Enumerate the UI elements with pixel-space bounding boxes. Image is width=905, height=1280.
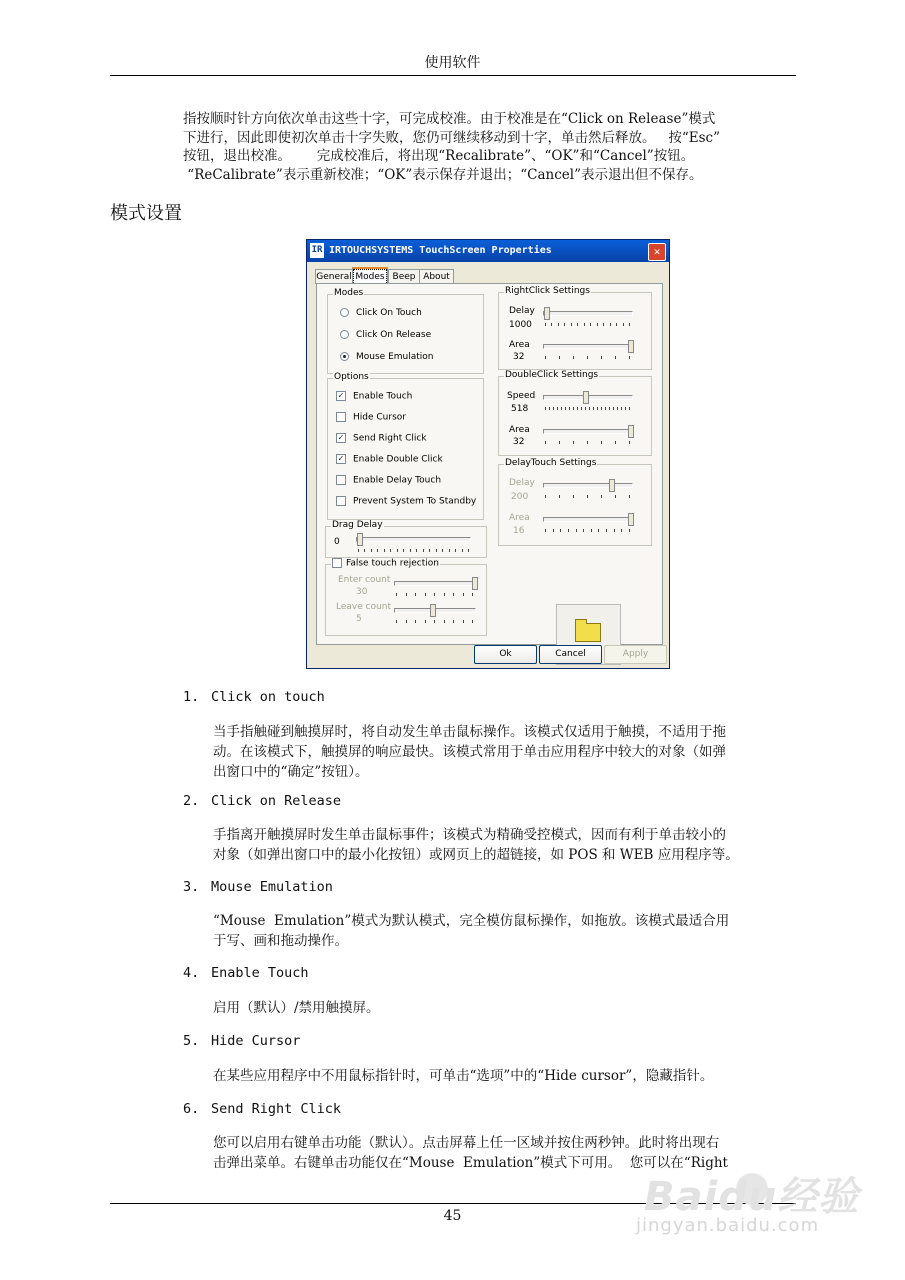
options-group: [327, 372, 484, 520]
dt-area-slider[interactable]: [543, 515, 633, 529]
item-title-text: Click on touch: [211, 689, 325, 705]
tab-general[interactable]: [315, 269, 353, 284]
item-body: [213, 998, 798, 1018]
body-line: 于写、画和拖动操作。: [213, 933, 348, 949]
false-touch-label: False touch rejection: [346, 558, 439, 569]
page-header: 使用软件: [424, 55, 481, 71]
cancel-button[interactable]: Cancel: [539, 645, 602, 664]
radio-mouse-emulation[interactable]: [340, 352, 433, 362]
slider-thumb[interactable]: [583, 391, 589, 404]
item-title: [183, 1033, 300, 1049]
ir-app-icon: IR: [310, 243, 324, 258]
false-touch-group: [325, 558, 487, 636]
intro-paragraph: [183, 110, 798, 184]
item-number: 4.: [183, 965, 200, 981]
dc-speed-slider[interactable]: [543, 393, 633, 407]
slider-thumb[interactable]: [472, 577, 478, 590]
drag-delay-label: Drag Delay: [332, 520, 383, 530]
close-icon[interactable]: ✕: [648, 243, 666, 261]
watermark-url: jingyan.baidu.com: [636, 1215, 820, 1236]
checkmark-icon: ✓: [337, 391, 345, 400]
slider-ticks: [545, 323, 629, 326]
body-line: 击弹出菜单。右键单击功能仅在“Mouse Emulation”模式下可用。 您可以在“Right: [213, 1155, 728, 1171]
tab-label: About: [423, 272, 450, 282]
checkbox-prevent-standby[interactable]: [336, 496, 476, 507]
baidu-watermark: [616, 1165, 866, 1265]
checkbox-hide-cursor[interactable]: [336, 412, 406, 423]
checkbox-enable-delay-touch[interactable]: [336, 475, 441, 486]
dt-area-value: 16: [513, 526, 525, 536]
intro-line: 指按顺时针方向依次单击这些十字，可完成校准。由于校准是在“Click on Release”模式: [183, 111, 716, 127]
body-line: 动。在该模式下，触摸屏的响应最快。该模式常用于单击应用程序中较大的对象（如弹: [213, 744, 726, 760]
item-title-text: Click on Release: [211, 793, 342, 809]
tab-label: General: [316, 272, 352, 282]
header-rule: [110, 75, 796, 76]
slider-thumb[interactable]: [609, 479, 615, 492]
dc-speed-value: 518: [511, 404, 529, 414]
item-title-text: Enable Touch: [211, 965, 309, 981]
radio-click-on-touch[interactable]: [340, 308, 422, 318]
body-line: 您可以启用右键单击功能（默认）。点击屏幕上任一区域并按住两秒钟。此时将出现右: [213, 1135, 720, 1151]
rc-delay-label: Delay: [509, 306, 535, 316]
folder-icon: [575, 623, 601, 642]
body-line: 在某些应用程序中不用鼠标指针时，可单击“选项”中的“Hide cursor”，隐藏指针。: [213, 1068, 714, 1084]
slider-ticks: [396, 593, 472, 596]
tab-about[interactable]: [419, 269, 454, 284]
radio-selected-icon: [340, 352, 349, 361]
item-title-text: Mouse Emulation: [211, 879, 333, 895]
dt-delay-value: 200: [511, 492, 529, 502]
item-body: [213, 825, 798, 865]
checkbox-label: Send Right Click: [353, 433, 427, 444]
touchscreen-properties-dialog: [306, 239, 670, 669]
checkbox-icon: [336, 412, 346, 422]
radio-icon: [340, 308, 349, 317]
rc-delay-slider[interactable]: [543, 309, 633, 323]
doubleclick-settings-group: [498, 370, 652, 456]
slider-thumb[interactable]: [430, 604, 436, 617]
checkbox-label: Hide Cursor: [353, 412, 406, 423]
tab-beep[interactable]: [388, 269, 420, 284]
slider-ticks: [545, 407, 629, 410]
item-title: [183, 879, 333, 895]
slider-ticks: [396, 620, 472, 623]
title-bar: [307, 240, 669, 262]
slider-thumb[interactable]: [628, 340, 634, 353]
body-line: 对象（如弹出窗口中的最小化按钮）或网页上的超链接，如 POS 和 WEB 应用程序等。: [213, 847, 739, 863]
body-line: 出窗口中的“确定”按钮）。: [213, 764, 369, 780]
slider-ticks: [358, 549, 468, 552]
enter-count-value: 30: [356, 587, 368, 597]
item-body: [213, 911, 798, 951]
rightclick-settings-group: [498, 286, 652, 370]
checkbox-label: Enable Touch: [353, 391, 413, 402]
dt-area-label: Area: [509, 513, 530, 523]
slider-ticks: [545, 529, 629, 532]
modes-group: [327, 288, 484, 374]
body-line: 手指离开触摸屏时发生单击鼠标事件；该模式为精确受控模式，因而有利于单击较小的: [213, 827, 726, 843]
checkbox-enable-double-click[interactable]: [336, 454, 443, 465]
checkmark-icon: ✓: [337, 433, 345, 442]
checkbox-icon: [332, 558, 342, 568]
delaytouch-settings-group: [498, 458, 652, 546]
checkmark-icon: ✓: [337, 454, 345, 463]
body-line: 启用（默认）/禁用触摸屏。: [213, 1000, 380, 1016]
rc-area-slider[interactable]: [543, 342, 633, 356]
leave-count-slider[interactable]: [394, 606, 476, 620]
item-title: [183, 689, 325, 705]
radio-icon: [340, 330, 349, 339]
checkbox-enable-touch[interactable]: [336, 391, 412, 402]
item-title-text: Send Right Click: [211, 1101, 342, 1117]
leave-count-value: 5: [356, 614, 362, 624]
leave-count-label: Leave count: [336, 602, 392, 612]
dt-delay-label: Delay: [509, 478, 535, 488]
radio-click-on-release[interactable]: [340, 330, 431, 340]
drag-delay-slider[interactable]: [356, 535, 471, 549]
watermark-brand: Baidu经验: [644, 1174, 860, 1220]
checkbox-label: Prevent System To Standby: [353, 496, 477, 507]
dc-area-label: Area: [509, 425, 530, 435]
doubleclick-settings-label: DoubleClick Settings: [505, 370, 599, 380]
checkbox-icon: [336, 475, 346, 485]
radio-label: Mouse Emulation: [356, 352, 434, 362]
item-number: 6.: [183, 1101, 200, 1117]
dt-delay-slider[interactable]: [543, 481, 633, 495]
slider-ticks: [545, 495, 629, 498]
enter-count-label: Enter count: [338, 575, 391, 585]
item-number: 2.: [183, 793, 200, 809]
slider-thumb[interactable]: [628, 425, 634, 438]
rc-area-label: Area: [509, 340, 530, 350]
item-title: [183, 965, 309, 981]
checkbox-label: Enable Double Click: [353, 454, 443, 465]
dc-area-slider[interactable]: [543, 427, 633, 441]
drag-delay-value: 0: [334, 537, 340, 547]
intro-line: 下进行，因此即使初次单击十字失败，您仍可继续移动到十字，单击然后释放。 按“Esc”: [183, 129, 721, 146]
body-line: “Mouse Emulation”模式为默认模式，完全模仿鼠标操作，如拖放。该模式最适合用: [213, 913, 730, 929]
checkbox-label: Enable Delay Touch: [353, 475, 442, 486]
slider-thumb[interactable]: [544, 307, 550, 320]
tab-label: Modes: [353, 269, 386, 285]
delaytouch-settings-label: DelayTouch Settings: [505, 458, 597, 468]
intro-line: “ReCalibrate”表示重新校准；“OK”表示保存并退出；“Cancel”表示退出但不保存。: [183, 166, 703, 183]
slider-ticks: [545, 441, 629, 444]
item-number: 5.: [183, 1033, 200, 1049]
page-number: 45: [443, 1208, 462, 1224]
slider-thumb[interactable]: [628, 513, 634, 526]
checkbox-send-right-click[interactable]: [336, 433, 427, 444]
rc-area-value: 32: [513, 352, 525, 362]
false-touch-checkbox[interactable]: [331, 558, 440, 569]
item-title: [183, 793, 341, 809]
drag-delay-group: [325, 520, 487, 558]
options-group-label: Options: [334, 372, 369, 382]
checkbox-icon: [336, 496, 346, 506]
radio-label: Click On Release: [356, 330, 432, 340]
dc-speed-label: Speed: [507, 391, 536, 401]
rightclick-settings-label: RightClick Settings: [505, 286, 590, 296]
apply-button[interactable]: Apply: [604, 645, 667, 664]
body-line: 当手指触碰到触摸屏时，将自动发生单击鼠标操作。该模式仅适用于触摸，不适用于拖: [213, 724, 726, 740]
intro-line: 按钮，退出校准。 完成校准后，将出现“Recalibrate”、“OK”和“Cancel”按钮。: [183, 148, 695, 164]
item-body: [213, 722, 798, 782]
item-title: [183, 1101, 341, 1117]
section-title: 模式设置: [110, 203, 182, 224]
item-number: 1.: [183, 689, 200, 705]
rc-delay-value: 1000: [509, 320, 532, 330]
dialog-title: IRTOUCHSYSTEMS TouchScreen Properties: [329, 245, 552, 256]
item-number: 3.: [183, 879, 200, 895]
item-body: [213, 1066, 798, 1086]
modes-group-label: Modes: [334, 288, 364, 298]
dc-area-value: 32: [513, 437, 525, 447]
enter-count-slider[interactable]: [394, 579, 476, 593]
modes-tab-panel: [316, 283, 663, 645]
slider-thumb[interactable]: [357, 533, 363, 546]
slider-ticks: [545, 356, 629, 359]
item-title-text: Hide Cursor: [211, 1033, 301, 1049]
ok-button[interactable]: Ok: [474, 645, 537, 664]
radio-label: Click On Touch: [356, 308, 422, 318]
tab-label: Beep: [392, 272, 416, 282]
